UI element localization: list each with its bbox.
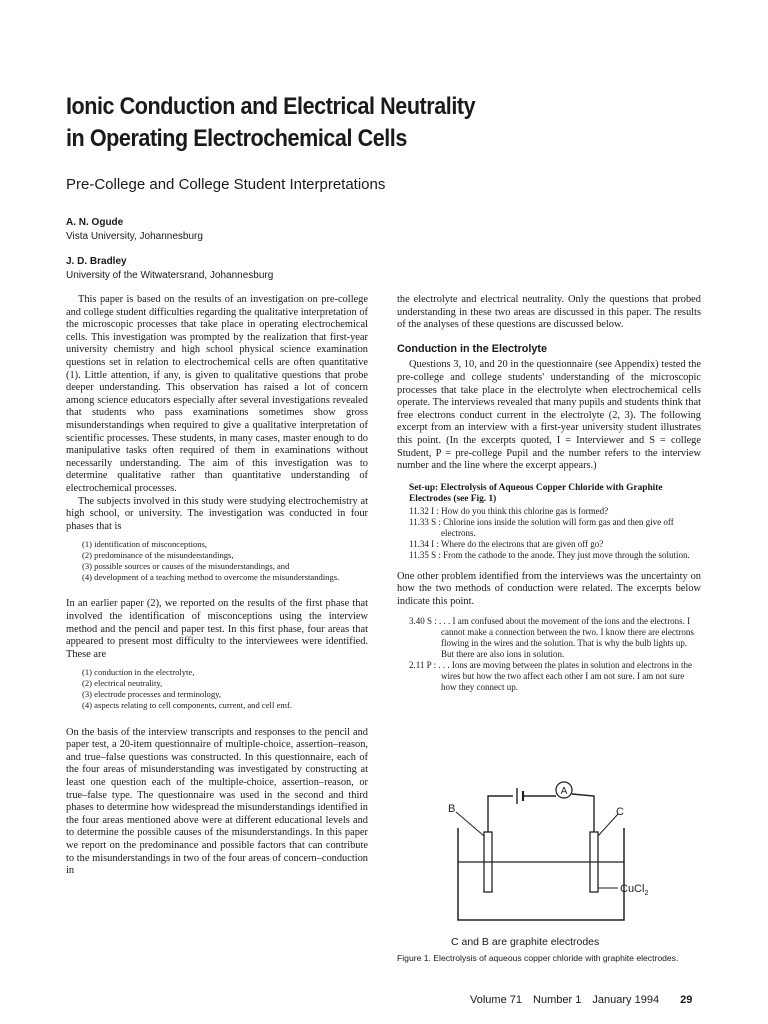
ammeter-label: A	[560, 786, 568, 797]
list-item: (3) electrode processes and terminology,	[82, 689, 222, 700]
areas-list	[82, 667, 368, 710]
excerpt-line: 3.40 S : . . . I am confused about the movement of the ions and the electrons. I cannot make a connection between the two. I know there are electrons flowing in the wires and the solution. That is why the bulb lights up. But there are also ions in solution.	[409, 616, 694, 660]
section-heading: Conduction in the Electrolyte	[397, 342, 547, 355]
author-1	[66, 216, 203, 244]
excerpt-line: 11.35 S : From the cathode to the anode. They just move through the solution.	[409, 549, 690, 560]
label-c: C	[616, 806, 624, 818]
article-title	[66, 91, 629, 155]
pointer-c	[598, 814, 618, 836]
list-item: (4) development of a teaching method to overcome the misunderstandings.	[82, 571, 340, 582]
author-affiliation: Vista University, Johannesburg	[66, 231, 203, 242]
figure-caption-center: C and B are graphite electrodes	[451, 936, 600, 948]
list-item: (1) identification of misconceptions,	[82, 539, 208, 550]
label-b: B	[448, 803, 456, 815]
interview-excerpt	[409, 506, 701, 561]
paragraph: The subjects involved in this study were studying electrochemistry at high school, or university. The investigation was conducted in four phases that is	[66, 495, 368, 532]
wire-left	[488, 796, 513, 832]
paragraph: the electrolyte and electrical neutrality. Only the questions that probed understanding in these two areas are discussed in this paper. The results of the analyses of these questions are discussed below.	[397, 294, 701, 331]
pointer-b	[456, 812, 484, 836]
wire-right	[572, 794, 594, 832]
author-name: J. D. Bradley	[66, 256, 127, 267]
excerpt-line: 2.11 P : . . . Ions are moving between the plates in solution and electrons in the wires but how the two affect each other I am not sure. I am not sure how they connect up.	[409, 660, 693, 693]
list-item: (4) aspects relating to cell components, current, and cell emf.	[82, 699, 292, 710]
list-item: (2) electrical neutrality,	[82, 678, 163, 689]
list-item: (3) possible sources or causes of the misunderstandings, and	[82, 560, 290, 571]
author-2	[66, 255, 273, 283]
author-affiliation: University of the Witwatersrand, Johannesburg	[66, 270, 274, 281]
beaker	[458, 828, 624, 920]
excerpt-line: 11.32 I : How do you think this chlorine gas is formed?	[409, 505, 609, 516]
phases-list	[82, 539, 368, 582]
title-line-1: Ionic Conduction and Electrical Neutrality	[66, 93, 476, 120]
title-line-2: in Operating Electrochemical Cells	[66, 125, 407, 152]
list-item: (1) conduction in the electrolyte,	[82, 667, 195, 678]
paragraph: One other problem identified from the interviews was the uncertainty on how the two methods of conduction were related. The excerpts below indicate this point.	[397, 570, 701, 607]
right-column	[397, 294, 701, 693]
electrolysis-diagram	[418, 780, 678, 940]
paragraph: Questions 3, 10, and 20 in the questionnaire (see Appendix) tested the pre-college and college students' understanding of the microscopic processes that take place in the electrolyte when electrochemical cells operate. The interviews revealed that many pupils and students think that free electrons conduct current in the electrolyte (2, 3). The following excerpt from an interview with a first-year university student illustrates this point. (In the excerpts quoted, I = Interviewer and S = college Student, P = pre-college Pupil and the number refers to the interview number and the line where the excerpt appears.)	[397, 359, 701, 472]
paragraph: On the basis of the interview transcripts and responses to the pencil and paper test, a 20-item questionnaire of multiple-choice, assertion–reason, and true–false questions was constructed. In this questionnaire, each of the four areas of misunderstanding was investigated by constructing at least one question each of the multiple-choice, assertion–reason, or true–false type. The questionnaire was used in the second and third phases to determine how widespread the misunderstandings identified in the four areas mentioned above were at different educational levels and to determine the possible causes of the misunderstandings. In this paper we report on the predominance and possible factors that can contribute to the misunderstandings in two of the four areas of concern–conduction in	[66, 726, 368, 877]
setup-title: Set-up: Electrolysis of Aqueous Copper Chloride with Graphite Electrodes (see Fig. 1)	[409, 482, 663, 505]
paragraph: In an earlier paper (2), we reported on the results of the first phase that involved the identification of misconceptions using the interview method and the pencil and paper test. In this first phase, four areas that appeared to present most difficulty to the interviewees were identified. These are	[66, 598, 368, 660]
list-item: (2) predominance of the misunderstandings,	[82, 550, 234, 561]
footer-date: January 1994	[592, 994, 660, 1006]
left-column	[66, 294, 368, 878]
author-name: A. N. Ogude	[66, 217, 124, 228]
figure-caption: Figure 1. Electrolysis of aqueous copper chloride with graphite electrodes.	[397, 953, 679, 963]
article-subtitle: Pre-College and College Student Interpretations	[66, 176, 386, 193]
label-solution: CuCl$_2$	[620, 883, 649, 897]
footer-number: Number 1	[533, 994, 582, 1006]
excerpt-line: 11.34 I : Where do the electrons that are given off go?	[409, 538, 604, 549]
page-number: 29	[680, 994, 693, 1006]
paragraph: This paper is based on the results of an investigation on pre-college and college student difficulties regarding the qualitative interpretation of the microscopic processes that take place in operating electrochemical cells. This investigation was prompted by the realization that first-year university chemistry and high school physical science examination questions set in relation to electrochemical cells are often quantitative (1). Little attention, if any, is given to qualitative questions that probe deeper understanding. This observation has raised a lot of concern among science educators especially after several investigations revealed that students who pass examinations sometimes show gross misunderstandings when required to give a qualitative interpretation of scientific processes. These students, in many cases, master enough to do manipulative tasks often required of them in examinations without necessarily understanding. The aim of this investigation was to determine qualitative rather than quantitative understanding of electrochemical processes.	[66, 294, 368, 494]
interview-excerpt	[409, 616, 701, 693]
excerpt-line: 11.33 S : Chlorine ions inside the solution will form gas and then give off electrons.	[409, 516, 674, 538]
setup-block	[409, 483, 701, 561]
footer-volume: Volume 71	[470, 994, 522, 1006]
page-footer	[470, 994, 700, 1006]
